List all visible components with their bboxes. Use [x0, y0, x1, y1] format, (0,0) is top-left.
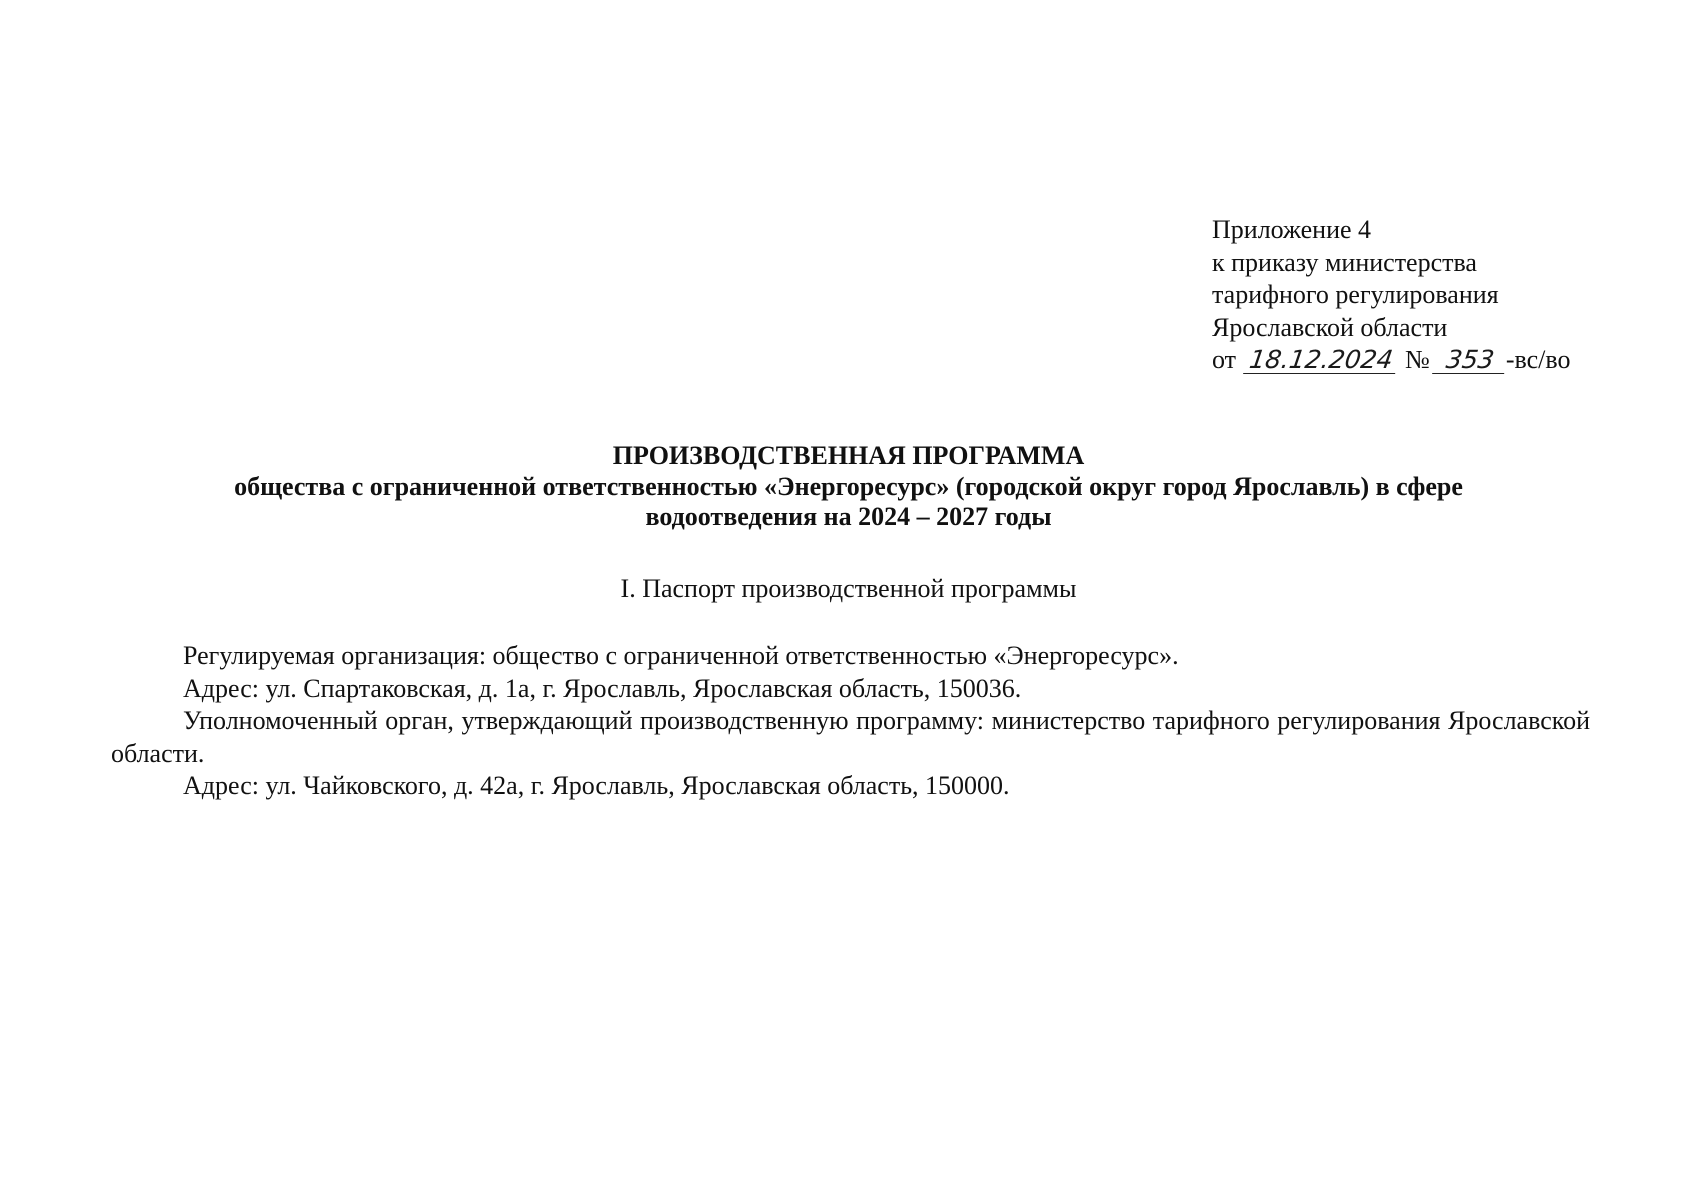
number-label: №: [1405, 345, 1430, 374]
document-subtitle: общества с ограниченной ответственностью «Энергоресурс» (городской округ город Ярославль) в сфере водоотведения на 2024 – 2027 годы: [234, 471, 1463, 531]
title-block: [0, 441, 1697, 533]
paragraph-organization-address: Адрес: ул. Спартаковская, д. 1а, г. Ярославль, Ярославская область, 150036.: [183, 673, 1022, 703]
handwritten-date: 18.12.2024: [1243, 347, 1399, 374]
appendix-date-number-line: [1212, 344, 1571, 377]
appendix-line-region: Ярославской области: [1212, 312, 1448, 342]
paragraph-authority-address: Адрес: ул. Чайковского, д. 42а, г. Ярославль, Ярославская область, 150000.: [183, 771, 1010, 800]
appendix-line-tariff: тарифного регулирования: [1212, 280, 1499, 309]
appendix-line-order: к приказу министерства: [1212, 247, 1477, 277]
passport-body: [111, 640, 1590, 803]
paragraph-authority: Уполномоченный орган, утверждающий производственную программу: министерство тарифного регулирования Ярославской области.: [111, 706, 1590, 768]
section-heading: I. Паспорт производственной программы: [620, 574, 1077, 603]
handwritten-number: 353: [1432, 347, 1508, 374]
from-label: от: [1212, 345, 1237, 374]
appendix-title: Приложение 4: [1212, 215, 1372, 244]
paragraph-organization: Регулируемая организация: общество с ограниченной ответственностью «Энергоресурс».: [183, 641, 1179, 670]
document-title: ПРОИЗВОДСТВЕННАЯ ПРОГРАММА: [612, 441, 1085, 470]
appendix-block: [1212, 214, 1571, 377]
number-suffix: -вс/во: [1505, 345, 1571, 374]
